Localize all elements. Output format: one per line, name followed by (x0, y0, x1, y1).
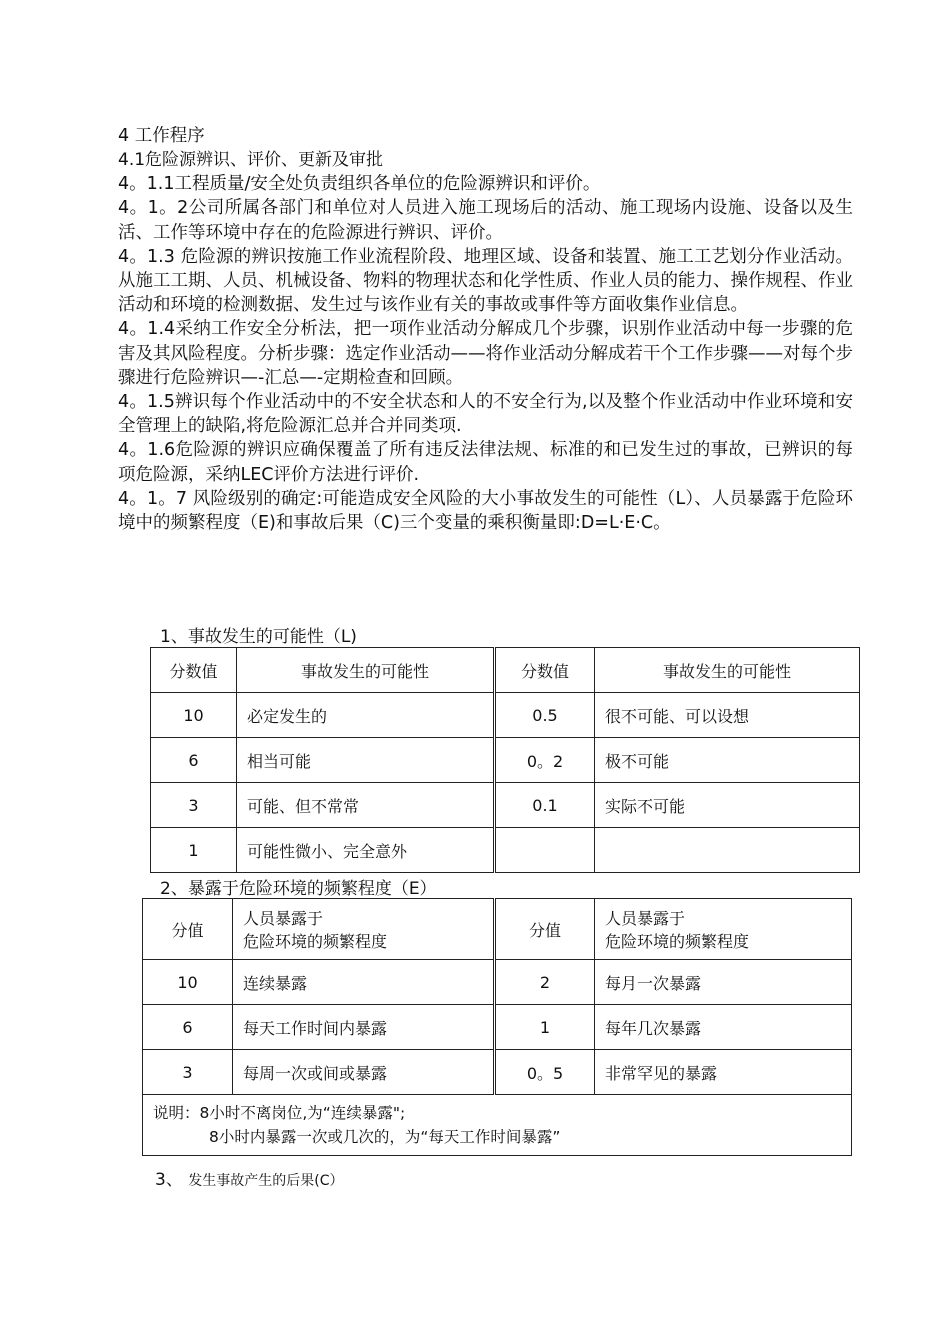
table-row (151, 828, 860, 873)
header-exposure-line2: 危险环境的频繁程度 (605, 932, 750, 951)
header-score: 分值 (495, 899, 595, 960)
score-cell: 10 (143, 960, 233, 1005)
score-cell: 0.5 (495, 693, 595, 738)
section-heading: 4 工作程序 (118, 126, 205, 146)
header-score: 分值 (143, 899, 233, 960)
table-e-caption: 2、暴露于危险环境的频繁程度（E） (160, 879, 437, 899)
table-l-caption: 1、事故发生的可能性（L) (160, 627, 357, 647)
subsection-heading: 4.1危险源辨识、评价、更新及审批 (118, 150, 384, 171)
score-cell: 6 (143, 1005, 233, 1050)
likelihood-table (150, 647, 860, 873)
table-c-caption-text: 发生事故产生的后果(C） (188, 1173, 344, 1189)
paragraph-4-1-6: 4。1.6危险源的辨识应确保覆盖了所有违反法律法规、标准的和已发生过的事故，已辨识的每项危险源，采纳LEC评价方法进行评价. (118, 440, 853, 485)
table-row (151, 693, 860, 738)
paragraph-4-1-3: 4。1.3 危险源的辨识按施工作业流程阶段、地理区域、设备和装置、施工工艺划分作业活动。从施工工期、人员、机械设备、物料的物理状态和化学性质、作业人员的能力、操作规程、作业活动和环境的检测数据、发生过与该作业有关的事故或事件等方面收集作业信息。 (118, 246, 853, 316)
header-exposure (595, 899, 852, 960)
score-cell: 3 (143, 1050, 233, 1095)
desc-cell: 每周一次或间或暴露 (233, 1050, 495, 1095)
desc-cell: 非常罕见的暴露 (595, 1050, 852, 1095)
paragraph-4-1-5: 4。1.5辨识每个作业活动中的不安全状态和人的不安全行为,以及整个作业活动中作业环境和安全管理上的缺陷,将危险源汇总并合并同类项. (118, 392, 853, 437)
desc-cell: 可能、但不常常 (237, 783, 495, 828)
table-note-row (143, 1095, 852, 1156)
desc-cell: 每天工作时间内暴露 (233, 1005, 495, 1050)
exposure-table (142, 898, 852, 1156)
desc-cell: 实际不可能 (595, 783, 860, 828)
score-cell: 10 (151, 693, 237, 738)
score-cell: 1 (495, 1005, 595, 1050)
desc-cell: 连续暴露 (233, 960, 495, 1005)
desc-cell: 每月一次暴露 (595, 960, 852, 1005)
header-exposure (233, 899, 495, 960)
paragraph-4-1-7: 4。1。7 风险级别的确定:可能造成安全风险的大小事故发生的可能性（L）、人员暴露于危险环境中的频繁程度（E)和事故后果（C)三个变量的乘积衡量即:D=L·E·C。 (118, 488, 853, 534)
score-cell: 1 (151, 828, 237, 873)
desc-cell: 相当可能 (237, 738, 495, 783)
document-body (118, 124, 853, 535)
table-c-caption (155, 1165, 343, 1190)
header-exposure-line2: 危险环境的频繁程度 (243, 932, 388, 951)
table-row (151, 738, 860, 783)
table-header-row (143, 899, 852, 960)
table-c-caption-number: 3、 (155, 1170, 183, 1190)
note-line-2: 8小时内暴露一次或几次的，为“每天工作时间暴露” (209, 1128, 561, 1146)
header-score: 分数值 (151, 648, 237, 693)
paragraph-4-1-4: 4。1.4采纳工作安全分析法，把一项作业活动分解成几个步骤，识别作业活动中每一步骤的危害及其风险程度。分析步骤：选定作业活动——将作业活动分解成若干个工作步骤——对每个步骤进行危险辨识—-汇总—-定期检查和回顾。 (118, 319, 853, 388)
desc-cell: 每年几次暴露 (595, 1005, 852, 1050)
note-line-1: 说明：8小时不离岗位,为“连续暴露"; (153, 1104, 406, 1122)
score-cell: 2 (495, 960, 595, 1005)
score-cell: 0。5 (495, 1050, 595, 1095)
header-likelihood: 事故发生的可能性 (595, 648, 860, 693)
header-exposure-line1: 人员暴露于 (605, 909, 686, 928)
desc-cell: 必定发生的 (237, 693, 495, 738)
desc-cell: 很不可能、可以设想 (595, 693, 860, 738)
table-row (151, 783, 860, 828)
desc-cell: 极不可能 (595, 738, 860, 783)
header-exposure-line1: 人员暴露于 (243, 909, 324, 928)
score-cell: 0。2 (495, 738, 595, 783)
header-likelihood: 事故发生的可能性 (237, 648, 495, 693)
desc-cell (595, 828, 860, 873)
paragraph-4-1-2: 4。1。2公司所属各部门和单位对人员进入施工现场后的活动、施工现场内设施、设备以及生活、工作等环境中存在的危险源进行辨识、评价。 (118, 198, 853, 243)
table-row (143, 1050, 852, 1095)
header-score: 分数值 (495, 648, 595, 693)
table-row (143, 960, 852, 1005)
table-row (143, 1005, 852, 1050)
table-note (143, 1095, 852, 1156)
table-header-row (151, 648, 860, 693)
score-cell: 6 (151, 738, 237, 783)
desc-cell: 可能性微小、完全意外 (237, 828, 495, 873)
score-cell (495, 828, 595, 873)
paragraph-4-1-1: 4。1.1工程质量/安全处负责组织各单位的危险源辨识和评价。 (118, 174, 601, 195)
score-cell: 3 (151, 783, 237, 828)
score-cell: 0.1 (495, 783, 595, 828)
